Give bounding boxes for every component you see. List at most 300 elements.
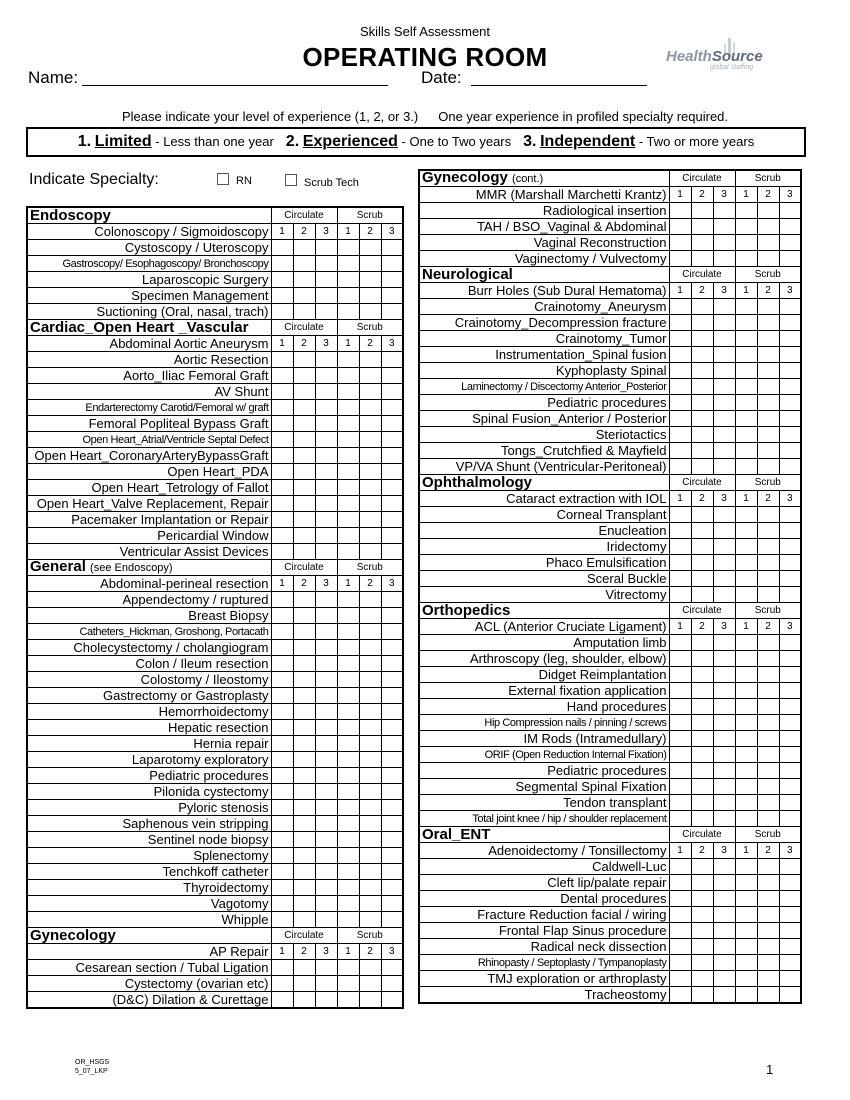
circulate-level-1-cell[interactable]	[669, 875, 691, 891]
circulate-level-1-cell[interactable]	[271, 896, 293, 912]
circulate-level-2-cell[interactable]	[293, 848, 315, 864]
scrub-level-3-cell[interactable]: 3	[779, 619, 801, 635]
circulate-level-1-cell[interactable]	[271, 848, 293, 864]
scrub-level-3-cell[interactable]	[381, 848, 403, 864]
scrub-level-3-cell[interactable]	[779, 587, 801, 603]
scrub-level-1-cell[interactable]	[337, 848, 359, 864]
scrub-level-1-cell[interactable]	[337, 784, 359, 800]
scrub-level-3-cell[interactable]	[779, 539, 801, 555]
circulate-level-1-cell[interactable]	[669, 779, 691, 795]
scrub-level-1-cell[interactable]	[337, 704, 359, 720]
circulate-level-2-cell[interactable]	[293, 608, 315, 624]
scrub-level-3-cell[interactable]	[779, 203, 801, 219]
scrub-level-3-cell[interactable]	[779, 651, 801, 667]
circulate-level-1-cell[interactable]	[271, 384, 293, 400]
circulate-level-2-cell[interactable]	[293, 432, 315, 448]
scrub-level-3-cell[interactable]	[381, 992, 403, 1009]
scrub-level-3-cell[interactable]	[779, 299, 801, 315]
scrub-level-2-cell[interactable]	[757, 715, 779, 731]
scrub-level-2-cell[interactable]	[757, 763, 779, 779]
scrub-level-3-cell[interactable]	[381, 496, 403, 512]
circulate-level-1-cell[interactable]: 1	[669, 491, 691, 507]
circulate-level-1-cell[interactable]	[669, 299, 691, 315]
scrub-level-1-cell[interactable]	[337, 800, 359, 816]
scrub-level-2-cell[interactable]	[359, 624, 381, 640]
circulate-level-1-cell[interactable]	[271, 960, 293, 976]
circulate-level-2-cell[interactable]	[691, 715, 713, 731]
scrub-level-1-cell[interactable]	[735, 539, 757, 555]
circulate-level-2-cell[interactable]	[691, 219, 713, 235]
scrub-level-1-cell[interactable]	[735, 347, 757, 363]
circulate-level-3-cell[interactable]	[713, 875, 735, 891]
scrub-level-1-cell[interactable]	[337, 608, 359, 624]
scrub-level-3-cell[interactable]	[381, 864, 403, 880]
circulate-level-3-cell[interactable]	[713, 507, 735, 523]
scrub-level-1-cell[interactable]	[337, 400, 359, 416]
circulate-level-1-cell[interactable]	[669, 251, 691, 267]
scrub-level-3-cell[interactable]	[779, 555, 801, 571]
scrub-level-1-cell[interactable]	[337, 768, 359, 784]
scrub-level-3-cell[interactable]	[381, 288, 403, 304]
scrub-level-1-cell[interactable]	[337, 272, 359, 288]
circulate-level-2-cell[interactable]: 2	[293, 576, 315, 592]
scrub-level-1-cell[interactable]	[735, 987, 757, 1004]
scrub-level-3-cell[interactable]	[779, 939, 801, 955]
circulate-level-3-cell[interactable]	[315, 304, 337, 320]
scrub-level-2-cell[interactable]	[359, 912, 381, 928]
circulate-level-2-cell[interactable]: 2	[691, 843, 713, 859]
circulate-level-3-cell[interactable]	[713, 299, 735, 315]
circulate-level-1-cell[interactable]	[271, 784, 293, 800]
circulate-level-3-cell[interactable]	[713, 987, 735, 1004]
circulate-level-2-cell[interactable]	[691, 411, 713, 427]
circulate-level-2-cell[interactable]	[293, 880, 315, 896]
circulate-level-3-cell[interactable]	[713, 699, 735, 715]
circulate-level-1-cell[interactable]	[669, 395, 691, 411]
scrub-level-2-cell[interactable]	[757, 667, 779, 683]
scrub-level-1-cell[interactable]	[337, 720, 359, 736]
scrub-level-1-cell[interactable]	[735, 891, 757, 907]
circulate-level-3-cell[interactable]	[315, 368, 337, 384]
circulate-level-3-cell[interactable]	[315, 240, 337, 256]
circulate-level-2-cell[interactable]	[691, 251, 713, 267]
circulate-level-1-cell[interactable]	[669, 411, 691, 427]
circulate-level-3-cell[interactable]	[315, 288, 337, 304]
scrub-level-1-cell[interactable]	[337, 976, 359, 992]
scrub-level-1-cell[interactable]	[735, 635, 757, 651]
scrub-level-2-cell[interactable]	[359, 816, 381, 832]
scrub-level-2-cell[interactable]	[359, 784, 381, 800]
scrub-level-2-cell[interactable]	[757, 923, 779, 939]
scrub-level-2-cell[interactable]	[359, 256, 381, 272]
scrub-level-1-cell[interactable]	[337, 960, 359, 976]
circulate-level-3-cell[interactable]	[315, 400, 337, 416]
scrub-level-2-cell[interactable]	[757, 939, 779, 955]
circulate-level-1-cell[interactable]: 1	[271, 336, 293, 352]
scrub-level-1-cell[interactable]	[735, 811, 757, 827]
circulate-level-1-cell[interactable]	[271, 816, 293, 832]
circulate-level-3-cell[interactable]	[315, 672, 337, 688]
circulate-level-1-cell[interactable]	[669, 907, 691, 923]
date-field[interactable]	[471, 85, 647, 86]
circulate-level-1-cell[interactable]	[271, 272, 293, 288]
circulate-level-1-cell[interactable]	[669, 571, 691, 587]
scrub-level-1-cell[interactable]	[337, 640, 359, 656]
scrub-level-3-cell[interactable]	[381, 352, 403, 368]
scrub-level-1-cell[interactable]	[735, 507, 757, 523]
scrub-level-2-cell[interactable]	[757, 203, 779, 219]
circulate-level-2-cell[interactable]	[691, 779, 713, 795]
circulate-level-2-cell[interactable]	[293, 816, 315, 832]
scrub-level-2-cell[interactable]	[757, 299, 779, 315]
scrub-level-2-cell[interactable]	[757, 891, 779, 907]
circulate-level-2-cell[interactable]	[293, 624, 315, 640]
scrub-level-2-cell[interactable]	[359, 688, 381, 704]
scrub-level-3-cell[interactable]	[779, 411, 801, 427]
circulate-level-2-cell[interactable]	[293, 240, 315, 256]
scrub-level-2-cell[interactable]	[359, 384, 381, 400]
circulate-level-2-cell[interactable]	[293, 688, 315, 704]
circulate-level-1-cell[interactable]: 1	[669, 283, 691, 299]
scrub-level-2-cell[interactable]	[757, 811, 779, 827]
scrub-level-3-cell[interactable]	[381, 720, 403, 736]
scrub-level-1-cell[interactable]	[337, 752, 359, 768]
scrub-level-3-cell[interactable]	[779, 459, 801, 475]
circulate-level-3-cell[interactable]	[315, 592, 337, 608]
circulate-level-3-cell[interactable]	[713, 459, 735, 475]
circulate-level-3-cell[interactable]	[315, 752, 337, 768]
scrub-level-2-cell[interactable]	[757, 987, 779, 1004]
circulate-level-2-cell[interactable]	[293, 992, 315, 1009]
scrub-level-3-cell[interactable]	[381, 912, 403, 928]
scrub-level-2-cell[interactable]	[359, 240, 381, 256]
scrub-level-2-cell[interactable]	[757, 651, 779, 667]
circulate-level-1-cell[interactable]	[271, 976, 293, 992]
scrub-level-1-cell[interactable]: 1	[735, 491, 757, 507]
circulate-level-1-cell[interactable]	[669, 923, 691, 939]
scrub-level-1-cell[interactable]: 1	[735, 283, 757, 299]
circulate-level-3-cell[interactable]	[315, 832, 337, 848]
scrub-level-3-cell[interactable]	[381, 800, 403, 816]
scrub-level-2-cell[interactable]: 2	[359, 336, 381, 352]
scrub-level-1-cell[interactable]	[337, 688, 359, 704]
circulate-level-2-cell[interactable]	[691, 747, 713, 763]
scrub-level-3-cell[interactable]	[381, 816, 403, 832]
scrub-level-2-cell[interactable]	[359, 544, 381, 560]
scrub-level-2-cell[interactable]	[757, 699, 779, 715]
scrub-level-3-cell[interactable]: 3	[779, 491, 801, 507]
circulate-level-2-cell[interactable]	[293, 368, 315, 384]
circulate-level-1-cell[interactable]	[271, 720, 293, 736]
scrub-level-3-cell[interactable]	[381, 240, 403, 256]
scrub-level-3-cell[interactable]	[381, 464, 403, 480]
circulate-level-1-cell[interactable]	[271, 432, 293, 448]
circulate-level-1-cell[interactable]	[669, 795, 691, 811]
circulate-level-3-cell[interactable]	[713, 587, 735, 603]
scrub-level-2-cell[interactable]	[757, 235, 779, 251]
circulate-level-2-cell[interactable]	[293, 544, 315, 560]
circulate-level-3-cell[interactable]	[713, 811, 735, 827]
scrub-level-2-cell[interactable]	[359, 992, 381, 1009]
circulate-level-3-cell[interactable]	[315, 896, 337, 912]
scrub-level-1-cell[interactable]: 1	[337, 224, 359, 240]
scrub-level-2-cell[interactable]	[359, 832, 381, 848]
circulate-level-2-cell[interactable]	[691, 683, 713, 699]
scrub-level-1-cell[interactable]	[337, 512, 359, 528]
scrub-level-2-cell[interactable]	[757, 795, 779, 811]
scrub-level-3-cell[interactable]	[779, 907, 801, 923]
circulate-level-2-cell[interactable]	[691, 891, 713, 907]
circulate-level-3-cell[interactable]: 3	[315, 224, 337, 240]
scrub-level-1-cell[interactable]	[337, 496, 359, 512]
scrub-level-2-cell[interactable]	[757, 635, 779, 651]
scrub-level-1-cell[interactable]	[735, 667, 757, 683]
scrub-level-1-cell[interactable]: 1	[337, 336, 359, 352]
circulate-level-3-cell[interactable]	[713, 683, 735, 699]
scrub-level-1-cell[interactable]	[735, 235, 757, 251]
scrub-level-1-cell[interactable]	[337, 656, 359, 672]
circulate-level-3-cell[interactable]	[315, 976, 337, 992]
circulate-level-2-cell[interactable]	[691, 987, 713, 1004]
circulate-level-1-cell[interactable]	[271, 640, 293, 656]
scrub-level-3-cell[interactable]	[381, 752, 403, 768]
circulate-level-1-cell[interactable]	[669, 523, 691, 539]
circulate-level-2-cell[interactable]	[691, 203, 713, 219]
circulate-level-2-cell[interactable]	[293, 400, 315, 416]
scrub-level-3-cell[interactable]	[381, 704, 403, 720]
circulate-level-2-cell[interactable]	[293, 496, 315, 512]
circulate-level-1-cell[interactable]	[669, 507, 691, 523]
circulate-level-3-cell[interactable]	[713, 763, 735, 779]
circulate-level-1-cell[interactable]	[271, 416, 293, 432]
circulate-level-2-cell[interactable]	[293, 448, 315, 464]
circulate-level-1-cell[interactable]: 1	[271, 224, 293, 240]
scrub-level-2-cell[interactable]	[359, 864, 381, 880]
circulate-level-2-cell[interactable]	[691, 651, 713, 667]
circulate-level-1-cell[interactable]	[669, 891, 691, 907]
scrub-level-3-cell[interactable]	[381, 768, 403, 784]
circulate-level-2-cell[interactable]: 2	[293, 336, 315, 352]
circulate-level-3-cell[interactable]	[315, 512, 337, 528]
scrub-level-2-cell[interactable]	[757, 587, 779, 603]
scrub-level-3-cell[interactable]	[381, 656, 403, 672]
circulate-level-2-cell[interactable]	[691, 379, 713, 395]
circulate-level-3-cell[interactable]	[713, 859, 735, 875]
circulate-level-3-cell[interactable]	[315, 816, 337, 832]
circulate-level-3-cell[interactable]	[713, 651, 735, 667]
scrub-level-3-cell[interactable]	[779, 395, 801, 411]
scrub-level-2-cell[interactable]	[359, 656, 381, 672]
scrub-level-3-cell[interactable]	[779, 795, 801, 811]
scrub-level-1-cell[interactable]: 1	[735, 187, 757, 203]
scrub-level-3-cell[interactable]	[779, 763, 801, 779]
scrub-level-3-cell[interactable]	[381, 544, 403, 560]
scrub-level-3-cell[interactable]	[381, 880, 403, 896]
circulate-level-3-cell[interactable]	[713, 891, 735, 907]
scrub-level-1-cell[interactable]	[337, 992, 359, 1009]
circulate-level-1-cell[interactable]	[271, 592, 293, 608]
circulate-level-3-cell[interactable]	[315, 256, 337, 272]
circulate-level-1-cell[interactable]	[669, 731, 691, 747]
scrub-level-1-cell[interactable]	[337, 528, 359, 544]
scrub-level-1-cell[interactable]	[337, 624, 359, 640]
circulate-level-2-cell[interactable]	[691, 763, 713, 779]
circulate-level-2-cell[interactable]: 2	[691, 619, 713, 635]
circulate-level-2-cell[interactable]	[691, 235, 713, 251]
circulate-level-2-cell[interactable]	[691, 571, 713, 587]
circulate-level-2-cell[interactable]	[691, 667, 713, 683]
scrub-level-1-cell[interactable]	[337, 480, 359, 496]
scrub-level-2-cell[interactable]	[757, 219, 779, 235]
circulate-level-3-cell[interactable]	[713, 539, 735, 555]
circulate-level-1-cell[interactable]	[669, 699, 691, 715]
circulate-level-3-cell[interactable]: 3	[713, 619, 735, 635]
circulate-level-1-cell[interactable]	[271, 480, 293, 496]
circulate-level-3-cell[interactable]	[713, 779, 735, 795]
scrub-level-1-cell[interactable]: 1	[735, 843, 757, 859]
scrub-level-1-cell[interactable]	[337, 832, 359, 848]
scrub-level-3-cell[interactable]	[381, 480, 403, 496]
circulate-level-2-cell[interactable]	[691, 523, 713, 539]
circulate-level-2-cell[interactable]	[293, 464, 315, 480]
circulate-level-2-cell[interactable]	[293, 752, 315, 768]
circulate-level-3-cell[interactable]	[315, 704, 337, 720]
scrub-tech-checkbox[interactable]	[285, 174, 297, 186]
circulate-level-3-cell[interactable]	[713, 923, 735, 939]
scrub-level-1-cell[interactable]	[735, 315, 757, 331]
scrub-level-1-cell[interactable]	[735, 779, 757, 795]
circulate-level-3-cell[interactable]	[315, 688, 337, 704]
circulate-level-3-cell[interactable]	[315, 416, 337, 432]
scrub-level-1-cell[interactable]	[337, 672, 359, 688]
circulate-level-3-cell[interactable]	[713, 971, 735, 987]
scrub-level-3-cell[interactable]	[779, 731, 801, 747]
circulate-level-1-cell[interactable]	[669, 427, 691, 443]
scrub-level-1-cell[interactable]: 1	[337, 944, 359, 960]
scrub-level-1-cell[interactable]	[735, 203, 757, 219]
scrub-level-3-cell[interactable]	[779, 779, 801, 795]
scrub-level-2-cell[interactable]	[757, 443, 779, 459]
scrub-level-3-cell[interactable]	[381, 896, 403, 912]
name-field[interactable]	[82, 85, 388, 86]
circulate-level-3-cell[interactable]: 3	[713, 283, 735, 299]
scrub-level-3-cell[interactable]	[779, 507, 801, 523]
scrub-level-2-cell[interactable]	[359, 736, 381, 752]
circulate-level-2-cell[interactable]	[691, 587, 713, 603]
circulate-level-2-cell[interactable]: 2	[691, 491, 713, 507]
circulate-level-2-cell[interactable]	[691, 795, 713, 811]
scrub-level-2-cell[interactable]	[359, 416, 381, 432]
circulate-level-3-cell[interactable]	[315, 880, 337, 896]
circulate-level-2-cell[interactable]	[293, 512, 315, 528]
circulate-level-2-cell[interactable]	[691, 427, 713, 443]
circulate-level-3-cell[interactable]	[713, 203, 735, 219]
circulate-level-3-cell[interactable]	[713, 379, 735, 395]
circulate-level-2-cell[interactable]	[691, 859, 713, 875]
scrub-level-1-cell[interactable]	[735, 859, 757, 875]
circulate-level-1-cell[interactable]	[669, 939, 691, 955]
circulate-level-2-cell[interactable]	[691, 971, 713, 987]
scrub-level-3-cell[interactable]	[779, 715, 801, 731]
scrub-level-2-cell[interactable]	[757, 379, 779, 395]
scrub-level-2-cell[interactable]	[757, 315, 779, 331]
scrub-level-3-cell[interactable]	[779, 363, 801, 379]
scrub-level-1-cell[interactable]	[735, 363, 757, 379]
circulate-level-2-cell[interactable]: 2	[691, 187, 713, 203]
scrub-level-3-cell[interactable]	[779, 683, 801, 699]
scrub-level-1-cell[interactable]	[735, 411, 757, 427]
circulate-level-2-cell[interactable]	[293, 384, 315, 400]
scrub-level-3-cell[interactable]	[779, 747, 801, 763]
scrub-level-3-cell[interactable]	[779, 331, 801, 347]
circulate-level-1-cell[interactable]	[669, 459, 691, 475]
scrub-level-3-cell[interactable]	[381, 624, 403, 640]
circulate-level-3-cell[interactable]	[315, 384, 337, 400]
scrub-level-2-cell[interactable]	[359, 272, 381, 288]
scrub-level-1-cell[interactable]	[337, 816, 359, 832]
circulate-level-2-cell[interactable]	[691, 555, 713, 571]
scrub-level-1-cell[interactable]	[735, 427, 757, 443]
circulate-level-1-cell[interactable]	[669, 651, 691, 667]
scrub-level-2-cell[interactable]	[757, 875, 779, 891]
scrub-level-3-cell[interactable]	[381, 384, 403, 400]
circulate-level-2-cell[interactable]	[691, 459, 713, 475]
scrub-level-2-cell[interactable]: 2	[359, 944, 381, 960]
circulate-level-2-cell[interactable]	[293, 480, 315, 496]
circulate-level-3-cell[interactable]	[315, 464, 337, 480]
circulate-level-3-cell[interactable]	[713, 667, 735, 683]
scrub-level-3-cell[interactable]	[381, 512, 403, 528]
circulate-level-2-cell[interactable]: 2	[691, 283, 713, 299]
circulate-level-1-cell[interactable]	[271, 448, 293, 464]
scrub-level-3-cell[interactable]	[381, 448, 403, 464]
circulate-level-1-cell[interactable]	[271, 464, 293, 480]
scrub-level-3-cell[interactable]	[381, 736, 403, 752]
scrub-level-1-cell[interactable]	[337, 592, 359, 608]
circulate-level-2-cell[interactable]	[293, 304, 315, 320]
circulate-level-3-cell[interactable]	[713, 251, 735, 267]
scrub-level-1-cell[interactable]	[735, 971, 757, 987]
scrub-level-3-cell[interactable]	[779, 891, 801, 907]
circulate-level-1-cell[interactable]	[669, 347, 691, 363]
circulate-level-2-cell[interactable]	[691, 875, 713, 891]
scrub-level-2-cell[interactable]	[359, 720, 381, 736]
scrub-level-1-cell[interactable]	[735, 875, 757, 891]
scrub-level-3-cell[interactable]	[381, 640, 403, 656]
scrub-level-2-cell[interactable]	[757, 251, 779, 267]
scrub-level-3-cell[interactable]	[779, 315, 801, 331]
circulate-level-2-cell[interactable]	[293, 256, 315, 272]
circulate-level-1-cell[interactable]	[271, 400, 293, 416]
circulate-level-1-cell[interactable]: 1	[271, 944, 293, 960]
scrub-level-1-cell[interactable]	[337, 384, 359, 400]
circulate-level-3-cell[interactable]	[315, 848, 337, 864]
scrub-level-2-cell[interactable]	[757, 955, 779, 971]
circulate-level-1-cell[interactable]	[669, 331, 691, 347]
circulate-level-1-cell[interactable]	[669, 683, 691, 699]
scrub-level-2-cell[interactable]	[359, 896, 381, 912]
circulate-level-1-cell[interactable]	[271, 880, 293, 896]
circulate-level-1-cell[interactable]	[271, 528, 293, 544]
circulate-level-3-cell[interactable]	[315, 800, 337, 816]
circulate-level-3-cell[interactable]: 3	[315, 944, 337, 960]
scrub-level-2-cell[interactable]: 2	[359, 224, 381, 240]
circulate-level-1-cell[interactable]	[271, 832, 293, 848]
circulate-level-1-cell[interactable]: 1	[669, 843, 691, 859]
scrub-level-1-cell[interactable]	[735, 251, 757, 267]
scrub-level-2-cell[interactable]	[757, 411, 779, 427]
circulate-level-2-cell[interactable]	[293, 592, 315, 608]
